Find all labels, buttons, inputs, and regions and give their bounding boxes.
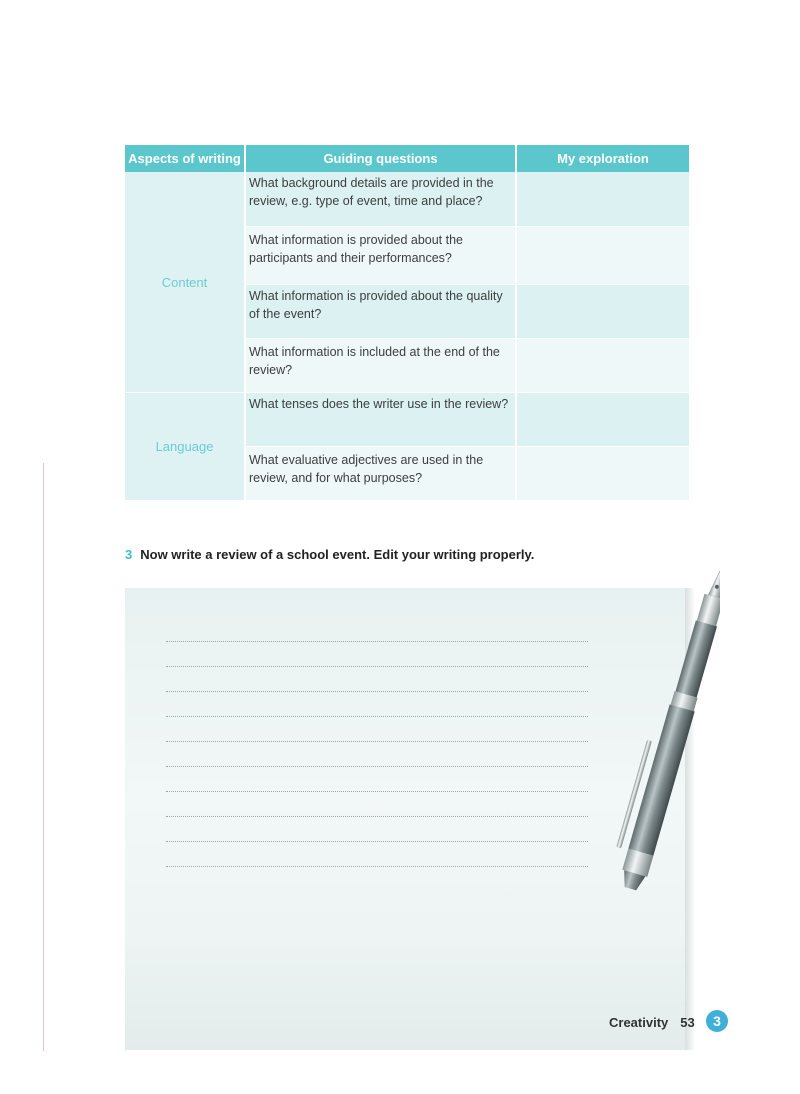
question-cell: What tenses does the writer use in the review? bbox=[245, 392, 516, 446]
task-number: 3 bbox=[125, 547, 133, 562]
writing-line[interactable] bbox=[166, 666, 588, 667]
exploration-cell[interactable] bbox=[516, 284, 689, 338]
header-aspects: Aspects of writing bbox=[125, 145, 245, 172]
header-my-exploration: My exploration bbox=[516, 145, 689, 172]
question-cell: What information is provided about the quality of the event? bbox=[245, 284, 516, 338]
fountain-pen-icon bbox=[590, 548, 720, 908]
exploration-cell[interactable] bbox=[516, 172, 689, 226]
question-cell: What background details are provided in the review, e.g. type of event, time and place? bbox=[245, 172, 516, 226]
unit-title: Creativity bbox=[609, 1015, 669, 1030]
writing-area-bottom-band bbox=[125, 944, 685, 1050]
page-margin-line bbox=[43, 463, 44, 1051]
writing-line[interactable] bbox=[166, 641, 588, 642]
exploration-cell[interactable] bbox=[516, 338, 689, 392]
writing-line[interactable] bbox=[166, 716, 588, 717]
table-header-row bbox=[125, 145, 689, 172]
question-cell: What information is included at the end of the review? bbox=[245, 338, 516, 392]
writing-rubric-table bbox=[125, 145, 689, 501]
page-number: 53 bbox=[680, 1015, 695, 1030]
task-text: Now write a review of a school event. Edit your writing properly. bbox=[140, 547, 535, 562]
header-guiding-questions: Guiding questions bbox=[245, 145, 516, 172]
unit-badge: 3 bbox=[706, 1010, 728, 1032]
writing-line[interactable] bbox=[166, 741, 588, 742]
writing-line[interactable] bbox=[166, 866, 588, 867]
exploration-cell[interactable] bbox=[516, 392, 689, 446]
table-row bbox=[125, 172, 689, 226]
page-footer bbox=[609, 1015, 695, 1030]
writing-line[interactable] bbox=[166, 791, 588, 792]
task-instruction bbox=[125, 547, 534, 562]
question-cell: What information is provided about the participants and their performances? bbox=[245, 226, 516, 284]
table-row bbox=[125, 392, 689, 446]
writing-line[interactable] bbox=[166, 691, 588, 692]
writing-line[interactable] bbox=[166, 841, 588, 842]
aspect-content: Content bbox=[125, 172, 245, 392]
writing-line[interactable] bbox=[166, 766, 588, 767]
writing-line[interactable] bbox=[166, 816, 588, 817]
question-cell: What evaluative adjectives are used in the review, and for what purposes? bbox=[245, 446, 516, 500]
exploration-cell[interactable] bbox=[516, 226, 689, 284]
exploration-cell[interactable] bbox=[516, 446, 689, 500]
aspect-language: Language bbox=[125, 392, 245, 500]
